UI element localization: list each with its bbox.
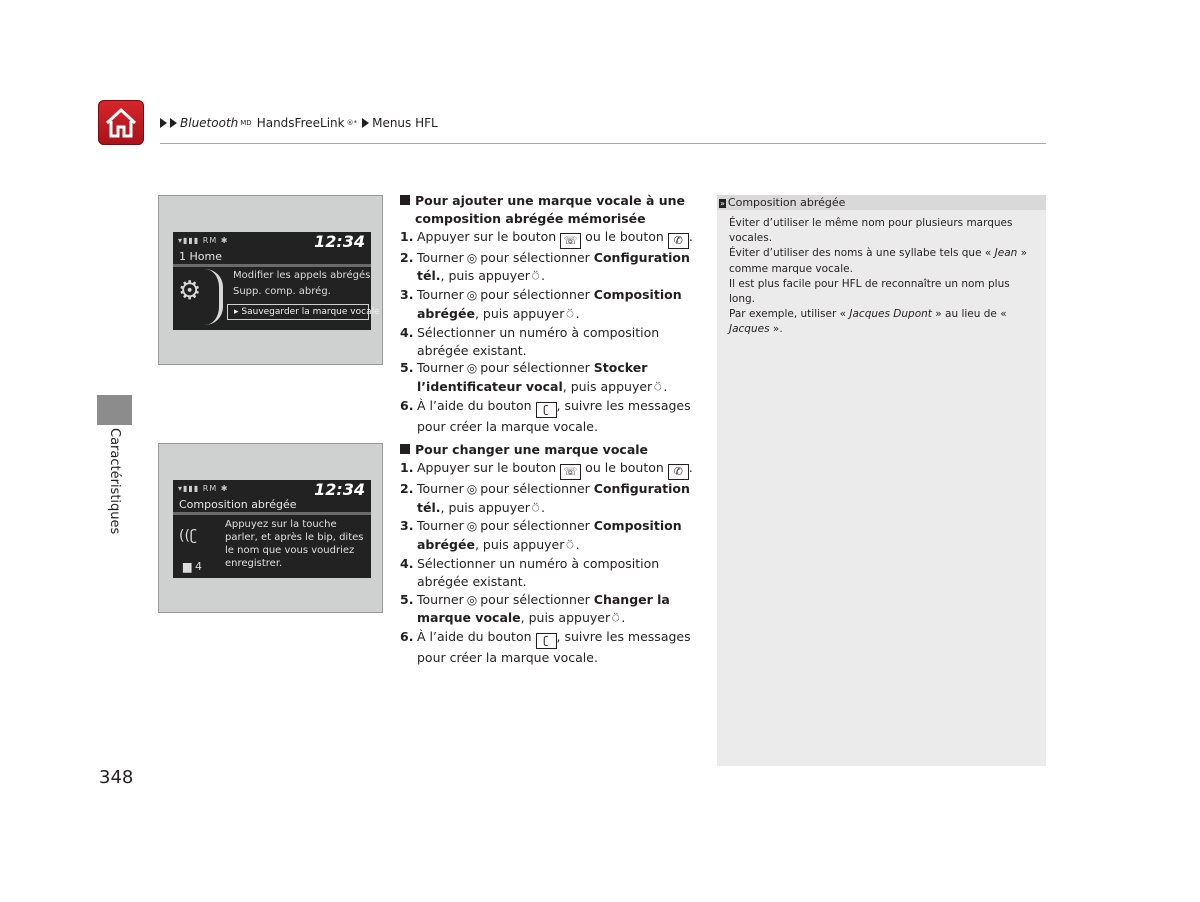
arrow-icon xyxy=(362,118,369,128)
section-heading: Pour changer une marque vocale xyxy=(400,441,700,459)
screen-illustration-1 xyxy=(158,195,383,365)
breadcrumb-bluetooth[interactable]: Bluetooth xyxy=(180,116,239,130)
talk-button-icon: ʗ xyxy=(536,633,557,649)
page-number: 348 xyxy=(99,767,134,788)
screen-subtitle: Composition abrégée xyxy=(179,498,297,511)
note-body xyxy=(717,210,1046,338)
menu-item: Modifier les appels abrégés xyxy=(233,270,371,281)
press-knob-icon: ⍥ xyxy=(612,611,620,626)
step: 5. Tourner ◎ pour sélectionner Stocker l’identificateur vocal, puis appuyer ⍥ . xyxy=(400,359,700,397)
step: 5. Tourner ◎ pour sélectionner Changer la marque vocale, puis appuyer ⍥ . xyxy=(400,591,700,629)
note-title: » Composition abrégée xyxy=(717,195,1046,210)
press-knob-icon: ⍥ xyxy=(531,500,540,515)
divider xyxy=(173,512,371,515)
square-bullet-icon xyxy=(400,195,410,205)
voice-icon: ((ʗ xyxy=(179,528,198,544)
speed-dial-card-icon: ▆ 4 xyxy=(183,560,202,573)
step: 2. Tourner ◎ pour sélectionner Configuration tél., puis appuyer ⍥ . xyxy=(400,480,700,518)
selector-knob-icon: ◎ xyxy=(466,592,478,607)
divider xyxy=(173,264,371,267)
chapter-label: Caractéristiques xyxy=(107,428,122,535)
arrow-icon xyxy=(160,118,167,128)
screen-illustration-2 xyxy=(158,443,383,613)
step: 6. À l’aide du bouton ʗ , suivre les messages pour créer la marque vocale. xyxy=(400,397,691,434)
breadcrumb-hfl[interactable]: HandsFreeLink xyxy=(256,116,345,130)
screen-subtitle: 1 Home xyxy=(179,250,222,263)
pick-up-icon: ✆ xyxy=(668,233,689,249)
signal-icon: ▾▮▮▮ RM ✱ xyxy=(178,236,229,245)
step: 6. À l’aide du bouton ʗ , suivre les messages pour créer la marque vocale. xyxy=(400,629,691,666)
step: 3. Tourner ◎ pour sélectionner Composition abrégée, puis appuyer ⍥ . xyxy=(400,517,700,555)
step: 1. Appuyer sur le bouton ☏ ou le bouton ✆ . xyxy=(400,228,693,247)
selector-knob-icon: ◎ xyxy=(466,481,478,496)
pick-up-icon: ✆ xyxy=(668,464,689,480)
audio-display xyxy=(173,232,380,330)
header-divider xyxy=(160,143,1046,144)
chapter-tab[interactable] xyxy=(97,395,132,425)
step: 2. Tourner ◎ pour sélectionner Configuration tél., puis appuyer ⍥ . xyxy=(400,249,700,287)
selector-knob-icon: ◎ xyxy=(466,288,478,303)
audio-display xyxy=(173,480,371,578)
step: 4. Sélectionner un numéro à composition abrégée existant. xyxy=(400,555,660,589)
registered-mark: ®* xyxy=(346,119,358,127)
note-marker-icon: » xyxy=(720,199,725,208)
home-icon xyxy=(104,107,138,139)
clock: 12:34 xyxy=(314,232,365,251)
selector-knob-icon: ◎ xyxy=(466,519,478,534)
press-knob-icon: ⍥ xyxy=(531,269,540,284)
menu-item: Supp. comp. abrég. xyxy=(233,286,331,297)
note-paragraph: Par exemple, utiliser « Jacques Dupont » au lieu de « Jacques ». xyxy=(729,308,1007,336)
step: 3. Tourner ◎ pour sélectionner Composition abrégée, puis appuyer ⍥ . xyxy=(400,286,700,324)
note-paragraph: Il est plus facile pour HFL de reconnaître un nom plus long. xyxy=(729,277,1010,306)
screen-message: Appuyez sur la touche parler, et après le bip, dites le nom que vous voudriez enregistrer. xyxy=(225,519,364,569)
side-note xyxy=(717,195,1046,766)
trademark-mark: MD xyxy=(240,119,252,127)
press-knob-icon: ⍥ xyxy=(566,538,574,553)
selector-knob-icon: ◎ xyxy=(466,361,478,376)
phone-icon: ☏ xyxy=(560,464,581,480)
breadcrumb-current: Menus HFL xyxy=(372,116,438,130)
press-knob-icon: ⍥ xyxy=(566,306,574,321)
phone-icon: ☏ xyxy=(560,233,581,249)
section-heading: Pour ajouter une marque vocale à une composition abrégée mémorisée xyxy=(400,192,700,228)
step: 1. Appuyer sur le bouton ☏ ou le bouton ✆ . xyxy=(400,459,693,478)
breadcrumb xyxy=(160,116,438,130)
note-paragraph: Éviter d’utiliser le même nom pour plusieurs marques vocales. xyxy=(729,217,1013,245)
section-change-voice-tag xyxy=(400,441,700,667)
signal-icon: ▾▮▮▮ RM ✱ xyxy=(178,484,229,493)
square-bullet-icon xyxy=(400,444,410,454)
section-add-voice-tag xyxy=(400,192,700,436)
talk-button-icon: ʗ xyxy=(536,402,557,418)
selector-arc xyxy=(205,269,223,325)
step: 4. Sélectionner un numéro à composition abrégée existant. xyxy=(400,324,660,358)
home-button[interactable] xyxy=(98,100,144,145)
menu-item-selected: ▸ Sauvegarder la marque vocale xyxy=(227,304,369,320)
gear-icon: ⚙ xyxy=(178,276,202,306)
clock: 12:34 xyxy=(314,480,365,499)
arrow-icon xyxy=(170,118,177,128)
selector-knob-icon: ◎ xyxy=(466,250,478,265)
note-paragraph: Éviter d’utiliser des noms à une syllabe tels que « Jean » comme marque vocale. xyxy=(729,247,1028,275)
press-knob-icon: ⍥ xyxy=(654,380,662,395)
